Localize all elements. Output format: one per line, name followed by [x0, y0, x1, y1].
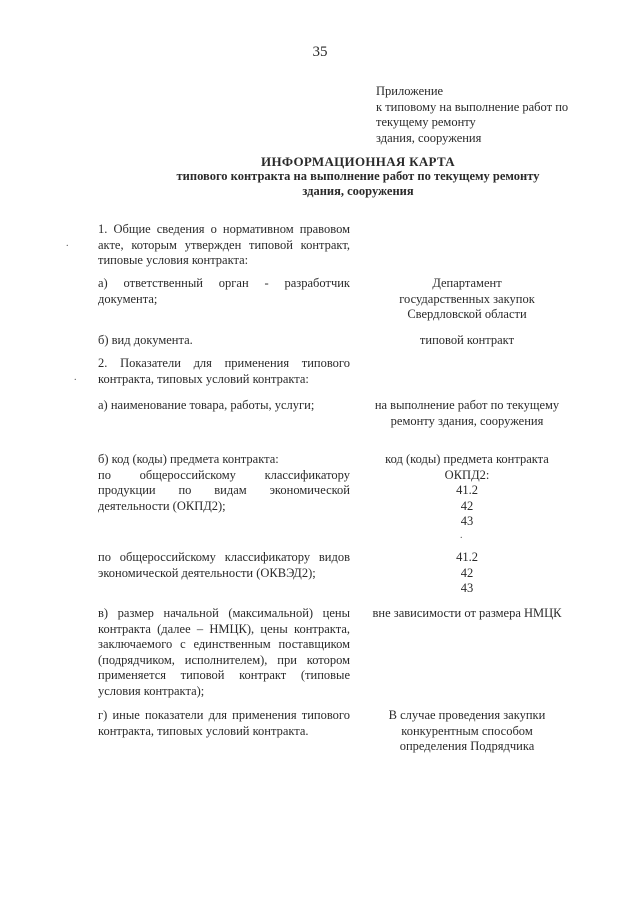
row-label-line: в) размер начальной (максимальной) цены [98, 606, 350, 620]
row-label [98, 398, 350, 414]
row-label-line: а) наименование товара, работы, услуги; [98, 398, 315, 412]
appendix-line: текущему ремонту [376, 115, 476, 129]
appendix-note [376, 84, 568, 146]
row-label-line: контракта, типовых условий контракта. [98, 723, 309, 738]
row-value-line: государственных закупок [399, 291, 535, 306]
row-label [98, 550, 350, 581]
row-value-line: вне зависимости от размера НМЦК [372, 606, 562, 620]
row-label-line: применяется типовой контракт (типовые [98, 668, 350, 682]
title-main: ИНФОРМАЦИОННАЯ КАРТА [261, 154, 455, 169]
row-label-line: а) ответственный орган - разработчик [98, 276, 350, 290]
row-label [98, 452, 350, 514]
row-label-line: документа; [98, 291, 158, 306]
scan-speck: . [66, 238, 69, 249]
row-value-line: 42 [460, 498, 474, 513]
row-label [98, 333, 350, 349]
row-value [362, 276, 572, 323]
row-label-line: акте, которым утвержден типовой контракт, [98, 237, 350, 252]
row-value-line: Свердловской области [407, 307, 527, 321]
row-value [362, 606, 572, 622]
row-value-line: ОКПД2: [444, 467, 490, 482]
row-label [98, 222, 350, 269]
row-label-line: по общероссийскому классификатору видов [98, 550, 350, 564]
row-value-line: 43 [460, 514, 474, 528]
row-label-line: заключаемого с единственным поставщиком [98, 637, 350, 651]
row-label-line: по общероссийскому классификатору [98, 467, 350, 482]
appendix-line: к типовому на выполнение работ по [376, 99, 569, 114]
appendix-line: здания, сооружения [376, 130, 482, 145]
row-label-line: б) код (коды) предмета контракта: [98, 452, 279, 466]
document-title [108, 154, 608, 199]
row-value-line: конкурентным способом [401, 723, 533, 738]
row-value [362, 398, 572, 429]
row-value-line: 41.2 [456, 550, 478, 564]
row-label-line: типовые условия контракта: [98, 253, 249, 267]
row-label-line: контракта (далее – НМЦК), цены контракта, [98, 621, 350, 636]
row-label [98, 708, 350, 739]
row-label-line: (подрядчиком, исполнителем), при котором [98, 652, 350, 667]
row-value-line: типовой контракт [419, 333, 515, 347]
scan-speck: . [460, 530, 463, 541]
row-value-line: Департамент [432, 276, 502, 290]
row-label-line: б) вид документа. [98, 333, 193, 347]
title-subtitle-line: типового контракта на выполнение работ по текущему ремонту [176, 169, 540, 183]
row-value-line: 42 [460, 565, 474, 580]
row-value [362, 708, 572, 755]
page-number: 35 [312, 44, 328, 60]
row-label-line: г) иные показатели для применения типового [98, 708, 350, 722]
row-label [98, 356, 350, 387]
row-value-line: определения Подрядчика [399, 739, 535, 753]
row-value-line: 43 [460, 581, 474, 595]
row-value [362, 452, 572, 530]
row-label-line: условия контракта); [98, 683, 205, 698]
row-value-line: на выполнение работ по текущему [374, 398, 560, 412]
row-label-line: экономической деятельности (ОКВЭД2); [98, 565, 316, 580]
row-label [98, 606, 350, 699]
row-value-line: ремонту здания, сооружения [390, 413, 544, 428]
row-value [362, 550, 572, 597]
row-label-line: деятельности (ОКПД2); [98, 498, 226, 513]
row-label-line: продукции по видам экономической [98, 483, 350, 497]
title-subtitle-line: здания, сооружения [302, 184, 414, 198]
row-value-line: код (коды) предмета контракта [385, 452, 549, 466]
row-label-line: контракта, типовых условий контракта: [98, 371, 309, 386]
row-label-line: 1. Общие сведения о нормативном правовом [98, 222, 350, 236]
scan-speck: . [74, 372, 77, 383]
row-value-line: 41.2 [456, 483, 478, 497]
appendix-line: Приложение [376, 84, 444, 98]
row-value-line: В случае проведения закупки [388, 708, 546, 722]
row-value [362, 333, 572, 349]
row-label-line: 2. Показатели для применения типового [98, 356, 350, 370]
row-label [98, 276, 350, 307]
